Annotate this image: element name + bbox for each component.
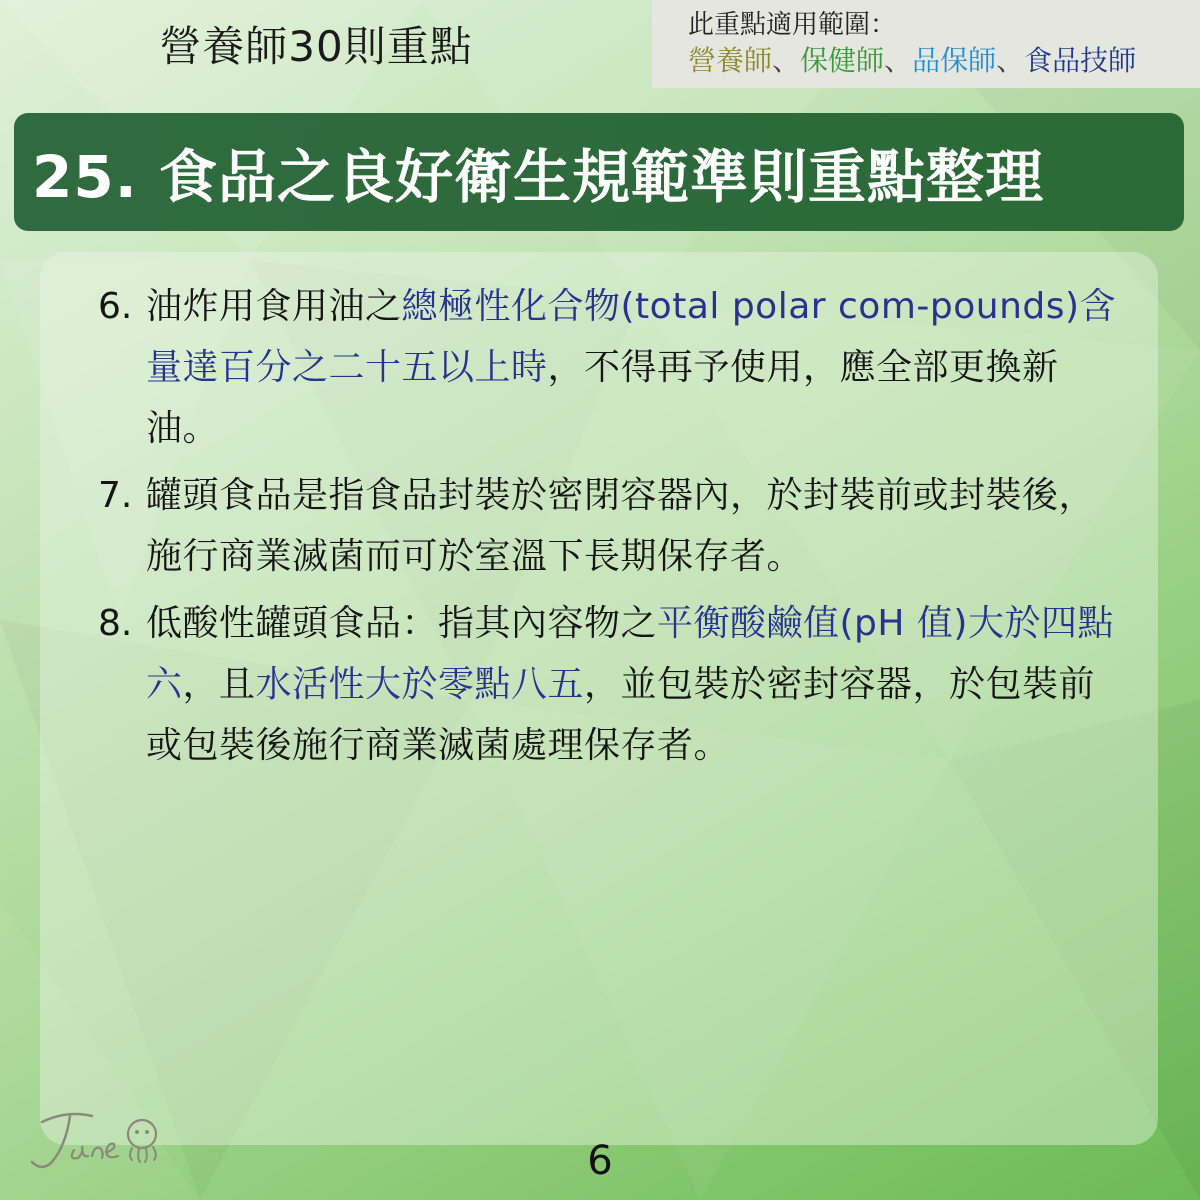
text-segment: 罐頭食品是指食品封裝於密閉容器內，於封裝前或封裝後，施行商業滅菌而可於室溫下長期保存者。 xyxy=(146,475,1096,577)
series-header xyxy=(0,0,652,88)
item-number: 6. xyxy=(98,286,133,327)
title-bar xyxy=(14,113,1184,231)
key-points-list xyxy=(98,276,1118,782)
scope-separator: 、 xyxy=(772,44,801,77)
item-text xyxy=(146,465,1118,587)
page-title: 25. 食品之良好衛生規範準則重點整理 xyxy=(32,143,1044,211)
item-text xyxy=(146,276,1118,459)
page-number: 6 xyxy=(587,1138,613,1184)
scope-box xyxy=(652,0,1200,88)
scope-list xyxy=(688,42,1200,80)
scope-separator: 、 xyxy=(884,44,913,77)
text-segment: 油炸用食用油之 xyxy=(146,286,402,327)
item-text xyxy=(146,593,1118,776)
text-segment: 低酸性罐頭食品：指其內容物之 xyxy=(146,603,658,644)
text-segment: ，且 xyxy=(182,664,256,705)
series-title: 營養師30則重點 xyxy=(159,22,473,71)
list-item xyxy=(98,593,1118,776)
item-number: 7. xyxy=(98,475,133,516)
scope-label: 此重點適用範圍： xyxy=(688,10,897,40)
list-item xyxy=(98,276,1118,459)
list-item xyxy=(98,465,1118,587)
scope-separator: 、 xyxy=(996,44,1025,77)
scope-item-food-technologist: 食品技師 xyxy=(1024,44,1137,77)
scope-item-nutritionist: 營養師 xyxy=(688,44,773,77)
highlighted-text: 平衡酸鹼值(pH 值)大於四點六 xyxy=(146,603,1114,705)
scope-item-health-specialist: 保健師 xyxy=(800,44,885,77)
scope-item-quality-assurance: 品保師 xyxy=(912,44,997,77)
highlighted-text: 總極性化合物(total polar com-pounds)含量達百分之二十五以上時 xyxy=(146,286,1117,388)
item-number: 8. xyxy=(98,603,133,644)
text-segment: ，不得再予使用，應全部更換新油。 xyxy=(146,347,1059,449)
text-segment: ，並包裝於密封容器，於包裝前或包裝後施行商業滅菌處理保存者。 xyxy=(146,664,1096,766)
highlighted-text: 水活性大於零點八五 xyxy=(255,664,585,705)
